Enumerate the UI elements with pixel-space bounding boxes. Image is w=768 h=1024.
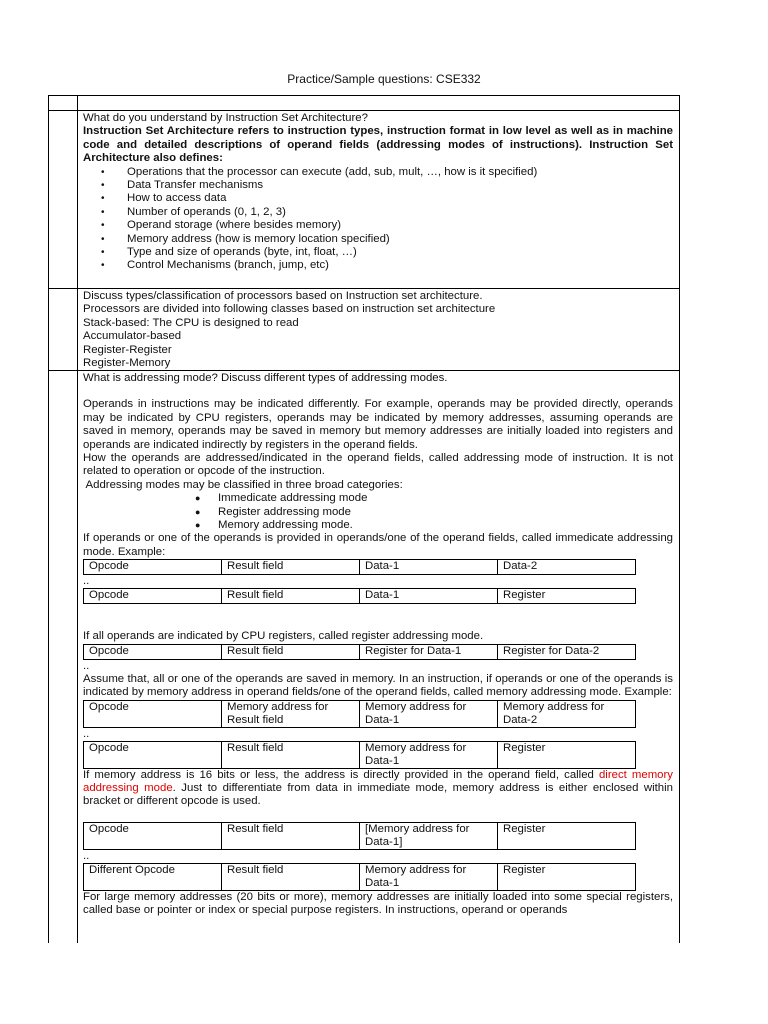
answer-line: Register-Memory — [83, 357, 171, 370]
column-divider — [77, 96, 78, 943]
paragraph: How the operands are addressed/indicated in the operand fields, called addressing mode of instruction. It is not related to operation or opcode of the instruction. — [83, 452, 673, 478]
immediate-format-table-2 — [83, 588, 636, 604]
question-2-text: Discuss types/classification of processors based on Instruction set architecture. — [83, 290, 483, 302]
table-cell: Result field — [222, 560, 360, 575]
table-cell: Result field — [222, 741, 360, 768]
question-1-answer: Instruction Set Architecture refers to instruction types, instruction format in low level as well as in machine code and detailed descriptions of operand fields (addressing modes of instructions). Instruction Set Architecture also defines: — [83, 125, 673, 165]
list-item: ● Register addressing mode — [83, 506, 673, 519]
table-cell: Register for Data-1 — [360, 644, 498, 659]
table-cell: Memory address for Data-2 — [498, 700, 636, 727]
table-cell: Memory address for Data-1 — [360, 741, 498, 768]
table-cell: Opcode — [84, 589, 222, 604]
row-divider — [49, 110, 679, 111]
addressing-mode-list — [83, 492, 673, 532]
table-cell: Register for Data-2 — [498, 644, 636, 659]
table-cell: Opcode — [84, 741, 222, 768]
page-title: Practice/Sample questions: CSE332 — [287, 72, 481, 86]
ellipsis-dots: .. — [83, 659, 90, 672]
answer-line: Stack-based: The CPU is designed to read — [83, 316, 299, 329]
list-item: • Data Transfer mechanisms — [83, 179, 673, 192]
table-cell: Register — [498, 589, 636, 604]
ellipsis-dots: .. — [83, 575, 90, 588]
direct-memory-format-table-1 — [83, 822, 636, 850]
table-cell: Opcode — [84, 644, 222, 659]
list-item: • Type and size of operands (byte, int, float, …) — [83, 246, 673, 259]
memory-format-table-2 — [83, 741, 636, 769]
answer-line: Register-Register — [83, 343, 172, 356]
table-cell: Memory address for Data-1 — [360, 863, 498, 890]
direct-memory-addressing-term: direct memory addressing mode — [83, 768, 674, 794]
direct-memory-format-table-2 — [83, 863, 636, 891]
list-item: • Memory address (how is memory location specified) — [83, 233, 673, 246]
question-3-cell — [83, 372, 673, 918]
paragraph: If memory address is 16 bits or less, the address is directly provided in the operand field, called direct memory addressing mode. Just to differentiate from data in immediate mode, memory address is either enclosed within bracket or different opcode is used. — [83, 768, 674, 808]
table-cell: Result field — [222, 644, 360, 659]
answer-line: Processors are divided into following classes based on instruction set architecture — [83, 303, 496, 316]
table-cell: Register — [498, 741, 636, 768]
table-cell: Opcode — [84, 560, 222, 575]
table-cell: Different Opcode — [84, 863, 222, 890]
question-3-text: What is addressing mode? Discuss different types of addressing modes. — [83, 372, 448, 384]
list-item: • Number of operands (0, 1, 2, 3) — [83, 206, 673, 219]
memory-format-table-1 — [83, 700, 636, 728]
table-cell: Memory address for Data-1 — [360, 700, 498, 727]
register-format-table — [83, 644, 636, 660]
paragraph: Operands in instructions may be indicated differently. For example, operands may be provided directly, operands may be indicated by CPU registers, operands may be indicated by memory addresses, assuming operands are saved in memory, operands may be saved in memory but memory addresses are initially loaded into registers and operands are indicated indirectly by registers in the operand fields. — [83, 398, 673, 451]
ellipsis-dots: .. — [83, 849, 90, 862]
question-2-cell — [83, 290, 673, 370]
list-item: • Operand storage (where besides memory) — [83, 219, 673, 232]
ellipsis-dots: .. — [83, 727, 90, 740]
list-item: • How to access data — [83, 192, 673, 205]
list-item: • Control Mechanisms (branch, jump, etc) — [83, 259, 673, 272]
table-cell: Memory address for Result field — [222, 700, 360, 727]
table-cell: Data-1 — [360, 560, 498, 575]
table-cell: Register — [498, 822, 636, 849]
table-cell: Data-2 — [498, 560, 636, 575]
table-cell: [Memory address for Data-1] — [360, 822, 498, 849]
paragraph: Addressing modes may be classified in three broad categories: — [83, 478, 403, 491]
question-1-text: What do you understand by Instruction Set Architecture? — [83, 112, 368, 124]
row-divider — [49, 288, 679, 289]
list-item: ● Immedicate addressing mode — [83, 492, 673, 505]
list-item: • Operations that the processor can execute (add, sub, mult, …, how is it specified) — [83, 166, 673, 179]
paragraph: If operands or one of the operands is provided in operands/one of the operand fields, called immedicate addressing mode. Example: — [83, 532, 673, 558]
table-cell: Result field — [222, 589, 360, 604]
table-cell: Data-1 — [360, 589, 498, 604]
immediate-format-table-1 — [83, 559, 636, 575]
paragraph: Assume that, all or one of the operands are saved in memory. In an instruction, if operands or one of the operands is indicated by memory address in operand fields/one of the operand fields, called memory addressing mode. Example: — [83, 672, 673, 699]
answer-line: Accumulator-based — [83, 330, 182, 343]
table-cell: Opcode — [84, 700, 222, 727]
table-cell: Register — [498, 863, 636, 890]
paragraph: If all operands are indicated by CPU registers, called register addressing mode. — [83, 630, 484, 643]
isa-bullet-list — [83, 166, 673, 273]
paragraph: For large memory addresses (20 bits or more), memory addresses are initially loaded into some special registers, called base or pointer or index or special purpose registers. In instructions, operand or operands — [83, 890, 673, 917]
table-cell: Result field — [222, 863, 360, 890]
table-cell: Result field — [222, 822, 360, 849]
question-table — [48, 95, 680, 943]
table-cell: Opcode — [84, 822, 222, 849]
question-1-cell — [83, 112, 673, 273]
list-item: ● Memory addressing mode. — [83, 519, 673, 532]
